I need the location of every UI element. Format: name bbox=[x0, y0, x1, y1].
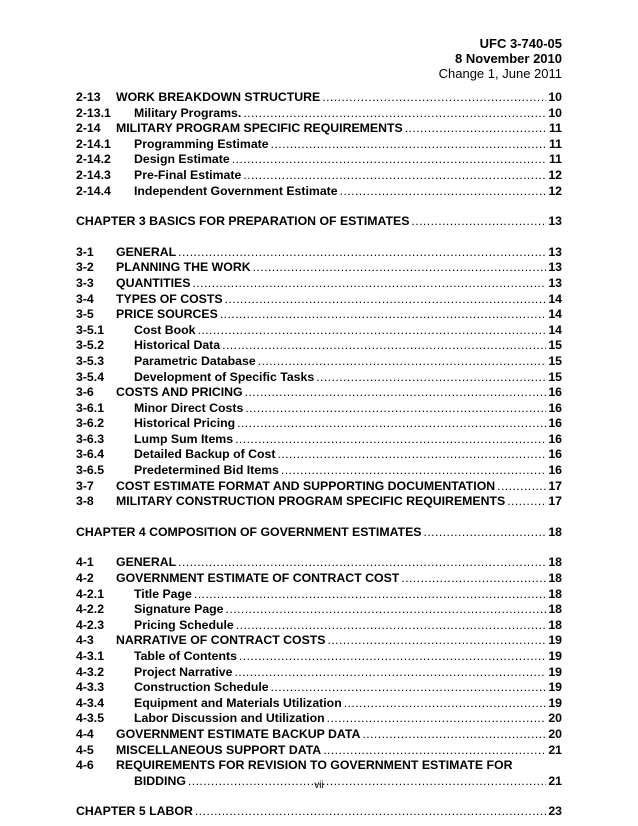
toc-entry[interactable] bbox=[76, 152, 562, 168]
toc-entry-number: 3-7 bbox=[76, 478, 94, 493]
toc-entry-number: 4-2 bbox=[76, 571, 94, 586]
toc-entry[interactable] bbox=[76, 385, 562, 401]
toc-page-number: 18 bbox=[548, 571, 562, 586]
toc-entry-number: 3-3 bbox=[76, 275, 94, 290]
toc-entry-title: PRICE SOURCES bbox=[116, 307, 218, 322]
toc-page-number: 18 bbox=[548, 524, 562, 539]
spacer bbox=[76, 540, 562, 555]
dot-leader bbox=[316, 370, 546, 386]
toc-page-number: 14 bbox=[548, 307, 562, 322]
toc-entry-number: 4-5 bbox=[76, 742, 94, 757]
toc-page-number: 13 bbox=[548, 214, 562, 229]
toc-chapter-4[interactable] bbox=[76, 525, 562, 541]
toc-entry-number: 2-14 bbox=[76, 121, 101, 136]
toc-page-number: 17 bbox=[548, 478, 562, 493]
toc-entry-number: 3-6.5 bbox=[76, 463, 105, 478]
document-date: 8 November 2010 bbox=[455, 51, 562, 66]
toc-entry-number: 2-14.4 bbox=[76, 183, 111, 198]
toc-page-number: 16 bbox=[548, 385, 562, 400]
toc-entry[interactable] bbox=[76, 696, 562, 712]
toc-page-number: 18 bbox=[548, 555, 562, 570]
spacer bbox=[76, 789, 562, 804]
toc-entry-title: Lump Sum Items bbox=[134, 431, 234, 446]
toc-entry-title: Programming Estimate bbox=[134, 136, 269, 151]
toc-entry-number: 4-3.4 bbox=[76, 695, 105, 710]
toc-page-number: 15 bbox=[548, 338, 562, 353]
toc-entry-title: GENERAL bbox=[116, 555, 177, 570]
toc-page-number: 13 bbox=[548, 260, 562, 275]
toc-entry[interactable] bbox=[76, 370, 562, 386]
dot-leader bbox=[344, 696, 547, 712]
toc-page-number: 10 bbox=[548, 105, 562, 120]
dot-leader bbox=[232, 152, 547, 168]
dot-leader bbox=[497, 479, 546, 495]
toc-page-number: 23 bbox=[548, 804, 562, 819]
dot-leader bbox=[239, 649, 546, 665]
toc-entry[interactable] bbox=[76, 463, 562, 479]
toc-entry-number: 3-4 bbox=[76, 291, 94, 306]
dot-leader bbox=[220, 307, 547, 323]
toc-entry-number: 4-2.3 bbox=[76, 617, 105, 632]
toc-entry[interactable] bbox=[76, 711, 562, 727]
toc-entry-number: 2-13 bbox=[76, 90, 101, 104]
toc-entry-number: 4-1 bbox=[76, 555, 94, 570]
toc-page-number: 14 bbox=[548, 322, 562, 337]
toc-entry[interactable] bbox=[76, 633, 562, 649]
dot-leader bbox=[245, 401, 546, 417]
toc-entry[interactable] bbox=[76, 447, 562, 463]
toc-entry-title: Predetermined Bid Items bbox=[134, 463, 279, 478]
toc-page-number: 13 bbox=[548, 275, 562, 290]
toc-entry-title: MISCELLANEOUS SUPPORT DATA bbox=[116, 742, 322, 757]
toc-entry-title: PLANNING THE WORK bbox=[116, 260, 251, 275]
dot-leader bbox=[401, 571, 546, 587]
spacer bbox=[76, 230, 562, 245]
toc-entry-number: 3-5.3 bbox=[76, 353, 105, 368]
toc-entry[interactable] bbox=[76, 168, 562, 184]
toc-page-number: 19 bbox=[548, 680, 562, 695]
toc-entry-title: Project Narrative bbox=[134, 664, 233, 679]
toc-page-number: 14 bbox=[548, 291, 562, 306]
toc-entry-title: COST ESTIMATE FORMAT AND SUPPORTING DOCUMENTATION bbox=[116, 478, 496, 493]
toc-entry[interactable] bbox=[76, 727, 562, 743]
toc-page-number: 20 bbox=[548, 726, 562, 741]
dot-leader bbox=[362, 727, 546, 743]
toc-entry-title: Construction Schedule bbox=[134, 680, 269, 695]
dot-leader bbox=[178, 245, 546, 261]
toc-entry-title: Development of Specific Tasks bbox=[134, 369, 315, 384]
toc-entry-number: 4-3.2 bbox=[76, 664, 105, 679]
dot-leader bbox=[245, 385, 547, 401]
toc-entry-number: 3-5.4 bbox=[76, 369, 105, 384]
toc-entry[interactable] bbox=[76, 416, 562, 432]
toc-page-number: 11 bbox=[549, 152, 562, 167]
toc-page-number: 10 bbox=[548, 90, 562, 104]
toc-entry-title: Signature Page bbox=[134, 602, 224, 617]
toc-entry-number: 2-14.1 bbox=[76, 136, 111, 151]
toc-entry-title: Independent Government Estimate bbox=[134, 183, 338, 198]
toc-entry-title: Table of Contents bbox=[134, 649, 237, 663]
toc-entry-number: 4-4 bbox=[76, 726, 94, 741]
toc-entry-number: 2-13.1 bbox=[76, 105, 111, 120]
toc-entry-title: Pre-Final Estimate bbox=[134, 167, 242, 182]
dot-leader bbox=[226, 602, 547, 618]
toc-page-number: 16 bbox=[548, 400, 562, 415]
toc-chapter-title: CHAPTER 4 COMPOSITION OF GOVERNMENT ESTIMATES bbox=[76, 524, 422, 539]
toc-group-chapter-3 bbox=[76, 245, 562, 510]
toc-entry[interactable] bbox=[76, 649, 562, 665]
toc-page-number: 12 bbox=[548, 183, 562, 198]
toc-entry-4-6[interactable] bbox=[76, 758, 562, 774]
page-number-footer: vii bbox=[314, 780, 324, 791]
dot-leader bbox=[192, 276, 546, 292]
dot-leader bbox=[281, 463, 546, 479]
toc-entry[interactable] bbox=[76, 479, 562, 495]
toc-entry[interactable] bbox=[76, 90, 562, 106]
toc-entry[interactable] bbox=[76, 137, 562, 153]
toc-entry[interactable] bbox=[76, 571, 562, 587]
toc-page-number: 18 bbox=[548, 617, 562, 632]
toc-entry[interactable] bbox=[76, 743, 562, 759]
toc-entry-title: MILITARY CONSTRUCTION PROGRAM SPECIFIC REQUIREMENTS bbox=[116, 494, 506, 509]
toc-page-number: 19 bbox=[548, 664, 562, 679]
toc-entry-title: REQUIREMENTS FOR REVISION TO GOVERNMENT ESTIMATE FOR bbox=[116, 758, 513, 773]
toc-entry-number: 4-3 bbox=[76, 633, 94, 648]
dot-leader bbox=[243, 168, 546, 184]
toc-chapter-5[interactable] bbox=[76, 804, 562, 820]
toc-entry-number: 4-3.3 bbox=[76, 680, 105, 695]
toc-page-number: 16 bbox=[548, 447, 562, 462]
toc-entry[interactable] bbox=[76, 401, 562, 417]
toc-entry-number: 3-5.2 bbox=[76, 338, 105, 353]
dot-leader bbox=[234, 665, 546, 681]
dot-leader bbox=[195, 804, 546, 820]
toc-entry-number: 4-2.1 bbox=[76, 586, 105, 601]
toc-entry-title: Equipment and Materials Utilization bbox=[134, 695, 342, 710]
toc-entry-title: QUANTITIES bbox=[116, 275, 191, 290]
toc-entry[interactable] bbox=[76, 276, 562, 292]
document-id: UFC 3-740-05 bbox=[479, 36, 562, 51]
toc-entry[interactable] bbox=[76, 602, 562, 618]
toc-entry-number: 3-1 bbox=[76, 244, 94, 259]
toc-page-number: 15 bbox=[548, 353, 562, 368]
toc-entry[interactable] bbox=[76, 555, 562, 571]
toc-entry[interactable] bbox=[76, 587, 562, 603]
dot-leader bbox=[178, 555, 546, 571]
table-of-contents bbox=[76, 90, 562, 820]
toc-page-number: 21 bbox=[548, 742, 562, 757]
toc-chapter-title: CHAPTER 3 BASICS FOR PREPARATION OF ESTIMATES bbox=[76, 214, 410, 229]
dot-leader bbox=[322, 90, 546, 106]
dot-leader bbox=[340, 184, 547, 200]
toc-page-number: 20 bbox=[548, 711, 562, 726]
toc-entry[interactable] bbox=[76, 106, 562, 122]
toc-entry-number: 2-14.3 bbox=[76, 167, 111, 182]
toc-entry-title: Parametric Database bbox=[134, 353, 256, 368]
dot-leader bbox=[243, 106, 546, 122]
toc-entry[interactable] bbox=[76, 432, 562, 448]
toc-page-number: 16 bbox=[548, 431, 562, 446]
dot-leader bbox=[258, 354, 547, 370]
spacer bbox=[76, 199, 562, 214]
toc-entry[interactable] bbox=[76, 307, 562, 323]
toc-entry-number: 3-5.1 bbox=[76, 322, 105, 337]
toc-entry-title: NARRATIVE OF CONTRACT COSTS bbox=[116, 633, 326, 648]
toc-entry-number: 3-2 bbox=[76, 260, 94, 275]
toc-page-number: 21 bbox=[548, 773, 562, 788]
toc-entry-number: 3-8 bbox=[76, 494, 94, 509]
toc-entry-number: 4-2.2 bbox=[76, 602, 105, 617]
dot-leader bbox=[235, 432, 546, 448]
toc-page-number: 15 bbox=[548, 369, 562, 384]
change-note: Change 1, June 2011 bbox=[438, 66, 562, 81]
toc-entry-title: GENERAL bbox=[116, 244, 177, 259]
toc-entry-title: GOVERNMENT ESTIMATE BACKUP DATA bbox=[116, 726, 361, 741]
dot-leader bbox=[222, 338, 546, 354]
toc-entry[interactable] bbox=[76, 494, 562, 510]
toc-entry[interactable] bbox=[76, 245, 562, 261]
toc-page-number: 19 bbox=[548, 695, 562, 710]
toc-entry-title: WORK BREAKDOWN STRUCTURE bbox=[116, 90, 321, 104]
dot-leader bbox=[271, 137, 547, 153]
toc-page-number: 19 bbox=[548, 633, 562, 648]
toc-entry[interactable] bbox=[76, 618, 562, 634]
dot-leader bbox=[327, 711, 547, 727]
toc-chapter-3[interactable] bbox=[76, 214, 562, 230]
toc-entry-number: 2-14.2 bbox=[76, 152, 111, 167]
dot-leader bbox=[198, 323, 547, 339]
toc-page-number: 19 bbox=[548, 649, 562, 663]
toc-entry-title: MILITARY PROGRAM SPECIFIC REQUIREMENTS bbox=[116, 121, 403, 136]
dot-leader bbox=[194, 587, 546, 603]
toc-chapter-title: CHAPTER 5 LABOR bbox=[76, 804, 193, 819]
toc-entry-number: 4-6 bbox=[76, 758, 94, 773]
toc-entry-title: GOVERNMENT ESTIMATE OF CONTRACT COST bbox=[116, 571, 400, 586]
toc-entry[interactable] bbox=[76, 292, 562, 308]
dot-leader bbox=[225, 292, 547, 308]
toc-page-number: 12 bbox=[548, 167, 562, 182]
dot-leader bbox=[277, 447, 546, 463]
toc-entry[interactable] bbox=[76, 260, 562, 276]
toc-entry-number: 4-3.5 bbox=[76, 711, 105, 726]
toc-entry-title: Historical Pricing bbox=[134, 416, 236, 431]
toc-entry-title-continued: BIDDING bbox=[134, 773, 186, 788]
toc-entry[interactable] bbox=[76, 184, 562, 200]
toc-entry-title: Title Page bbox=[134, 586, 192, 601]
toc-page-number: 11 bbox=[549, 136, 562, 151]
toc-entry-number: 3-6.4 bbox=[76, 447, 105, 462]
toc-page-number: 13 bbox=[548, 244, 562, 259]
spacer bbox=[76, 510, 562, 525]
dot-leader bbox=[507, 494, 546, 510]
toc-entry-number: 4-3.1 bbox=[76, 649, 105, 663]
toc-entry[interactable] bbox=[76, 665, 562, 681]
toc-entry-title: Pricing Schedule bbox=[134, 617, 234, 632]
dot-leader bbox=[323, 743, 546, 759]
dot-leader bbox=[405, 121, 547, 137]
toc-entry-number: 3-6.1 bbox=[76, 400, 105, 415]
toc-page-number: 16 bbox=[548, 416, 562, 431]
toc-entry-number: 3-6.3 bbox=[76, 431, 105, 446]
toc-entry-number: 3-6 bbox=[76, 385, 94, 400]
toc-entry-title: TYPES OF COSTS bbox=[116, 291, 223, 306]
toc-entry[interactable] bbox=[76, 680, 562, 696]
document-header bbox=[439, 36, 562, 81]
toc-entry-title: Detailed Backup of Cost bbox=[134, 447, 276, 462]
toc-page-number: 16 bbox=[548, 463, 562, 478]
toc-entry[interactable] bbox=[76, 354, 562, 370]
toc-entry[interactable] bbox=[76, 338, 562, 354]
toc-group-chapter-2 bbox=[76, 90, 562, 199]
dot-leader bbox=[411, 214, 546, 230]
toc-entry-number: 3-6.2 bbox=[76, 416, 105, 431]
toc-entry[interactable] bbox=[76, 323, 562, 339]
toc-page-number: 11 bbox=[549, 121, 562, 136]
toc-entry-title: COSTS AND PRICING bbox=[116, 385, 243, 400]
toc-entry[interactable] bbox=[76, 121, 562, 137]
dot-leader bbox=[236, 618, 547, 634]
dot-leader bbox=[328, 633, 547, 649]
dot-leader bbox=[237, 416, 546, 432]
toc-page-number: 17 bbox=[548, 494, 562, 509]
toc-entry-title: Military Programs. bbox=[134, 105, 242, 120]
dot-leader bbox=[253, 260, 547, 276]
toc-entry-title: Historical Data bbox=[134, 338, 221, 353]
toc-entry-number: 3-5 bbox=[76, 307, 94, 322]
dot-leader bbox=[271, 680, 547, 696]
toc-page-number: 18 bbox=[548, 602, 562, 617]
toc-entry-title: Minor Direct Costs bbox=[134, 400, 244, 415]
toc-entry-title: Design Estimate bbox=[134, 152, 230, 167]
toc-entry-title: Cost Book bbox=[134, 322, 196, 337]
toc-group-chapter-4 bbox=[76, 555, 562, 758]
toc-entry-title: Labor Discussion and Utilization bbox=[134, 711, 325, 726]
dot-leader bbox=[423, 525, 546, 541]
toc-page-number: 18 bbox=[548, 586, 562, 601]
